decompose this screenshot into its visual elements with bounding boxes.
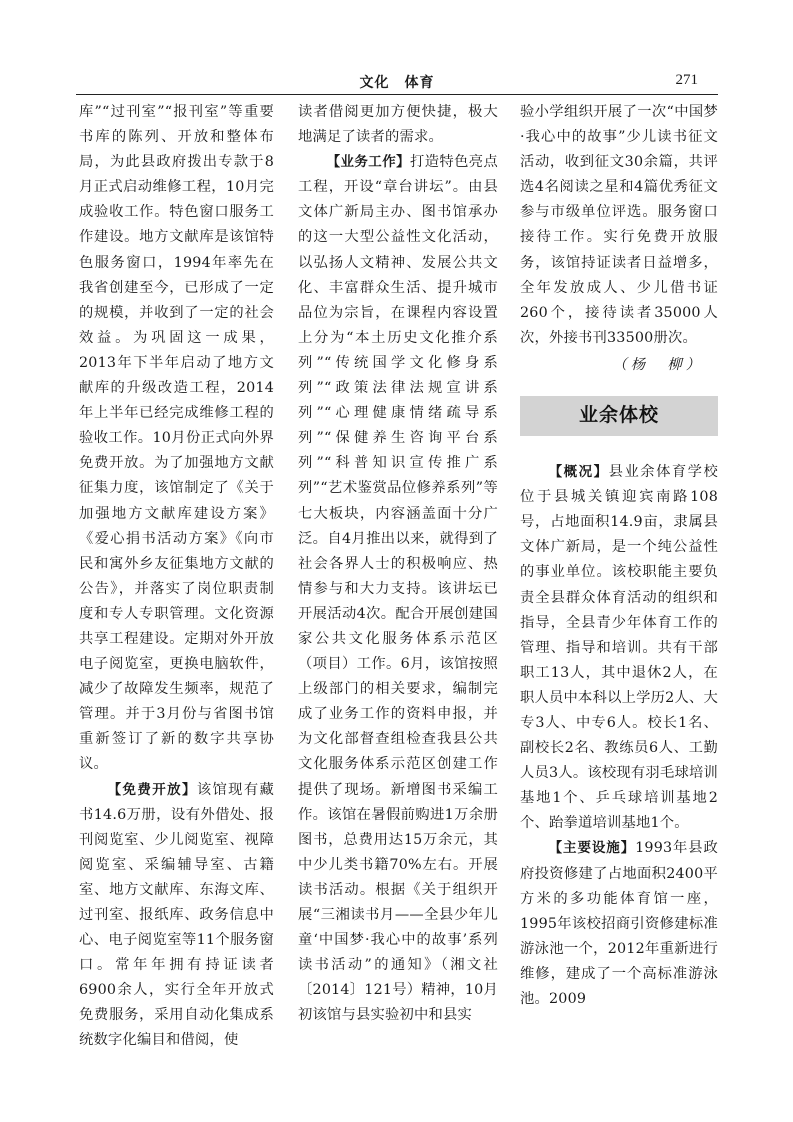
text-business-work: 打造特色亮点工程，开设“章台讲坛”。由县文体广新局主办、图书馆承办的这一大型公益性文化活动，以弘扬人文精神、发展公共文化、丰富群众生活、提升城市品位为宗旨，在课程内容设置上分为“本土历史文化推介系列”“传统国学文化修身系列”“政策法律法规宣讲系列”“心理健康情绪疏导系列”“保健养生咨询平台系列”“科普知识宣传推广系列”“艺术鉴赏品位修养系列”等七大板块，内容涵盖面十分广泛。自4月推出以来，就得到了社会各界人士的积极响应、热情参与和大力支持。该讲坛已开展活动4次。配合开展创建国家公共文化服务体系示范区（项目）工作。6月，该馆按照上级部门的相关要求，编制完成了业务工作的资料申报，并为文化部督查组检查我县公共文化服务体系示范区创建工作提供了现场。新增图书采编工作。该馆在暑假前购进1万余册图书，总费用达15万余元，其中少儿类书籍70%左右。开展读书活动。根据《关于组织开展“三湘读书月——全县少年儿童‘中国梦·我心中的故事’系列读书活动”的通知》（湘文社〔2014〕121号）精神，10月初该馆与县实验初中和县实 — [298, 154, 499, 1024]
page-header — [76, 70, 718, 94]
header-rule — [76, 94, 718, 95]
paragraph-business-work — [298, 150, 498, 1028]
text-facilities: 1993年县政府投资修建了占地面积2400平方米的多功能体育馆一座，1995年该校招商引资修建标准游泳池一个，2012年重新进行维修，建成了一个高标准游泳池。2009 — [520, 840, 718, 1007]
paragraph-free-service — [79, 778, 274, 1054]
text-overview: 县业余体育学校位于县城关镇迎宾南路108号，占地面积14.9亩，隶属县文体广新局，是一个纯公益性的事业单位。该校职能主要负责全县群众体育活动的组织和指导，全县青少年体育工作的管理、指导和培训。共有干部职工13人，其中退休2人，在职人员中本科以上学历2人、大专3人、中专6人。校长1名、副校长2名、教练员6人、工勤人员3人。该校现有羽毛球培训基地1个、乒乓球培训基地2个、跆拳道培训基地1个。 — [520, 464, 718, 832]
label-free-service: 【免费开放】 — [107, 781, 197, 798]
paragraph-continued: 读者借阅更加方便快捷，极大地满足了读者的需求。 — [298, 104, 498, 146]
column-right — [520, 100, 718, 1012]
label-overview: 【概况】 — [548, 464, 609, 481]
label-facilities: 【主要设施】 — [548, 840, 636, 857]
running-title: 文化 体育 — [359, 75, 435, 91]
section-heading-box — [520, 396, 718, 436]
paragraph-continued: 验小学组织开展了一次“中国梦·我心中的故事”少儿读书征文活动，收到征文30余篇，共评选4名阅读之星和4篇优秀征文参与市级单位评选。服务窗口接待工作。实行免费开放服务，该馆持证读者日益增多，全年发放成人、少儿借书证260个，接待读者35000人次，外接书刊33500册次。 — [520, 104, 718, 346]
column-middle — [298, 100, 498, 1028]
label-business-work: 【业务工作】 — [326, 154, 411, 171]
text-free-service: 该馆现有藏书14.6万册，设有外借处、报刊阅览室、少儿阅览室、视障阅览室、采编辅导室、古籍室、地方文献库、东海文库、过刊室、报纸库、政务信息中心、电子阅览室等11个服务窗口。常年年拥有持证读者6900余人，实行全年开放式免费服务，采用自动化集成系统数字化编目和借阅，使 — [79, 781, 274, 1049]
section-title: 业余体校 — [578, 404, 659, 427]
page-number: 271 — [675, 72, 698, 88]
column-left — [79, 100, 274, 1054]
paragraph-facilities — [520, 836, 718, 1012]
paragraph-overview — [520, 460, 718, 836]
paragraph-continued: 库”“过刊室”“报刊室”等重要书库的陈列、开放和整体布局，为此县政府拨出专款于8月正式启动维修工程，10月完成验收工作。特色窗口服务工作建设。地方文献库是该馆特色服务窗口，1994年率先在我省创建至今，已形成了一定的规模，并收到了一定的社会效益。为巩固这一成果，2013年下半年启动了地方文献库的升级改造工程，2014年上半年已经完成维修工程的验收工作。10月份正式向外界免费开放。为了加强地方文献征集力度，该馆制定了《关于加强地方文献库建设方案》《爱心捐书活动方案》《向市民和寓外乡友征集地方文献的公告》，并落实了岗位职责制度和专人专职管理。文化资源共享工程建设。定期对外开放电子阅览室，更换电脑软件，减少了故障发生频率，规范了管理。并于3月份与省图书馆重新签订了新的数字共享协议。 — [79, 104, 274, 773]
author-credit: （杨 柳） — [612, 356, 704, 373]
